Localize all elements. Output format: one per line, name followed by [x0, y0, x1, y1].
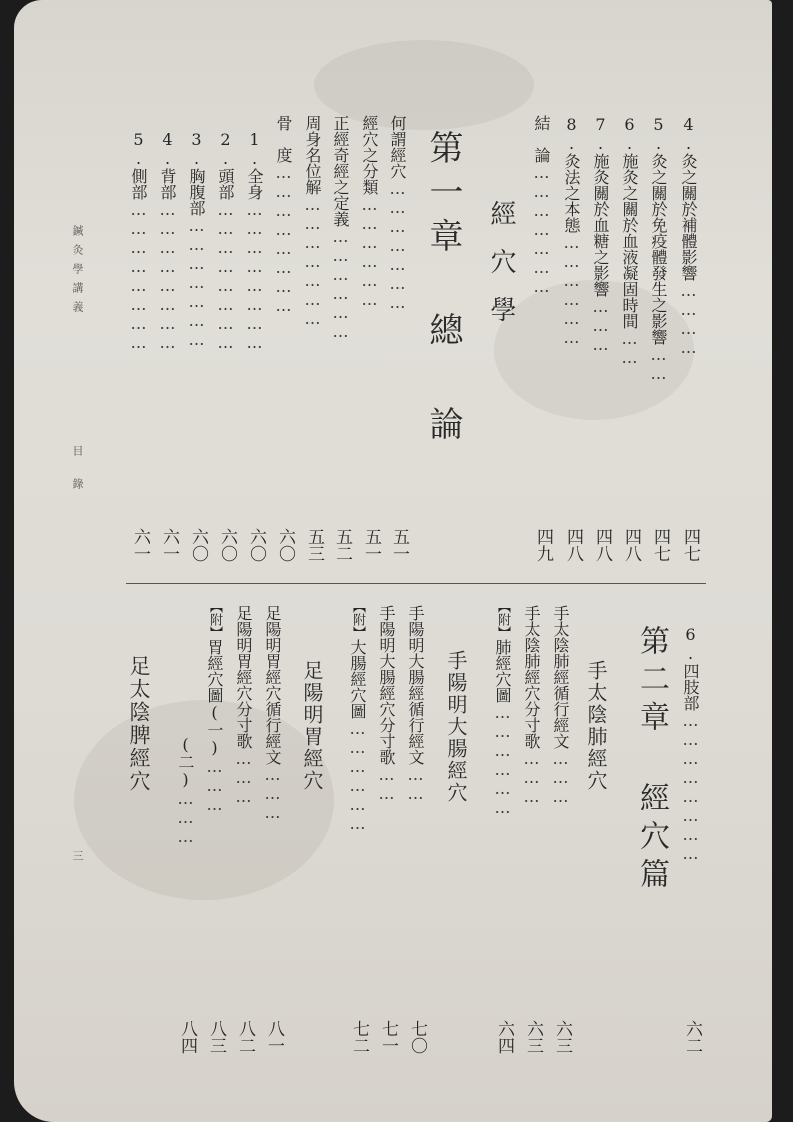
toc-page: 四八: [563, 528, 583, 562]
section-title: 手太陰肺經穴: [584, 660, 608, 792]
toc-entry: 【附】胃經穴圖(一)………: [205, 600, 224, 814]
toc-page: 六〇: [188, 528, 208, 562]
chapter-title: 第一章 總 論: [423, 130, 463, 450]
running-title: 鍼灸學講義: [71, 225, 84, 320]
toc-entry: 【附】大腸經穴圖………………: [348, 600, 367, 833]
toc-entry: 4.灸之關於補體影響…………: [679, 115, 698, 357]
toc-entry: 手太陰肺經穴分寸歌………: [522, 605, 541, 806]
toc-entry: 6.四肢部……………………: [681, 625, 700, 863]
toc-page: 五一: [389, 528, 409, 562]
toc-entry: 6.施灸之關於血液凝固時間……: [620, 115, 639, 367]
toc-page: 七一: [378, 1020, 398, 1054]
toc-page: 四七: [650, 528, 670, 562]
toc-entry: 7.施灸關於血糖之影響………: [591, 115, 610, 354]
toc-entry: 經穴之分類………………: [360, 115, 379, 309]
page-number: 三: [71, 850, 84, 869]
toc-page: 七〇: [407, 1020, 427, 1054]
toc-page: 五二: [332, 528, 352, 562]
toc-entry: 骨 度……………………: [274, 115, 293, 315]
toc-entry: 足陽明胃經穴循行經文………: [263, 605, 282, 822]
toc-entry: 手太陰肺經循行經文………: [551, 605, 570, 806]
toc-entry: 何謂經穴…………………: [388, 115, 407, 312]
toc-page: 八三: [206, 1020, 226, 1054]
toc-page: 六四: [494, 1020, 514, 1054]
section-divider: [126, 583, 706, 584]
toc-page: 五一: [361, 528, 381, 562]
toc-page: 六〇: [275, 528, 295, 562]
section-title: 足太陰脾經穴: [127, 655, 151, 793]
toc-entry: 3.胸腹部…………………: [187, 130, 206, 349]
toc-page: 六一: [159, 528, 179, 562]
toc-entry: 2.頭部……………………: [216, 130, 235, 352]
toc-entry: 周身名位解…………………: [303, 115, 322, 328]
document-page: [14, 0, 772, 1122]
toc-page: 七二: [349, 1020, 369, 1054]
toc-entry: 正經奇經之定義………………: [331, 115, 350, 341]
toc-entry: 8.灸法之本態………………: [562, 115, 581, 347]
toc-entry: 【附】肺經穴圖………………: [493, 600, 512, 817]
toc-page: 八二: [235, 1020, 255, 1054]
toc-page: 八四: [177, 1020, 197, 1054]
toc-page: 六三: [523, 1020, 543, 1054]
toc-page: 六〇: [217, 528, 237, 562]
toc-page: 六〇: [246, 528, 266, 562]
toc-page: 六三: [552, 1020, 572, 1054]
part-title: 經穴學: [486, 200, 516, 344]
toc-entry: 5.灸之關於免疫體發生之影響……: [649, 115, 668, 383]
chapter-title: 第二章 經穴篇: [634, 625, 669, 896]
toc-page: 四八: [621, 528, 641, 562]
toc-entry: (二)………: [176, 735, 195, 846]
toc-entry: 4.背部……………………: [158, 130, 177, 352]
toc-entry: 手陽明大腸經循行經文……: [406, 605, 425, 803]
toc-page: 四七: [680, 528, 700, 562]
toc-entry: 1.全身……………………: [245, 130, 264, 352]
toc-entry: 足陽明胃經穴分寸歌………: [234, 605, 253, 806]
toc-page: 四九: [533, 528, 553, 562]
running-section: 目錄: [71, 445, 84, 511]
toc-page: 八一: [264, 1020, 284, 1054]
toc-page: 六一: [130, 528, 150, 562]
section-title: 手陽明大腸經穴: [444, 650, 468, 804]
toc-entry: 結 論…………………: [532, 115, 551, 296]
toc-page: 五三: [304, 528, 324, 562]
section-title: 足陽明胃經穴: [300, 660, 324, 792]
toc-entry: 5.側部……………………: [129, 130, 148, 352]
toc-page: 六二: [682, 1020, 702, 1054]
toc-page: 四八: [592, 528, 612, 562]
toc-entry: 手陽明大腸經穴分寸歌……: [377, 605, 396, 803]
